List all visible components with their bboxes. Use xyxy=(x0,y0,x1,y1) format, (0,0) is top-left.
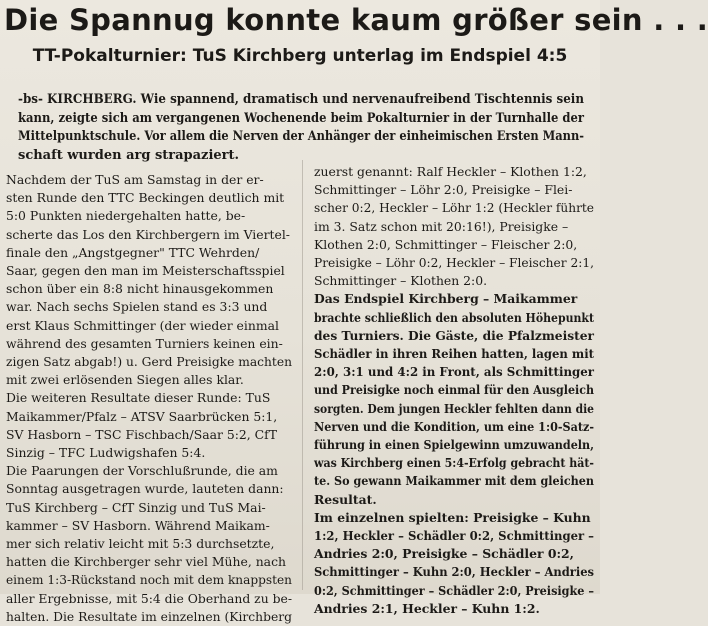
text-line: Schmittinger – Löhr 2:0, Preisigke – Flei- xyxy=(314,182,573,198)
text-line: führung in einen Spielgewinn umzuwandeln, xyxy=(314,437,594,453)
text-line: Maikammer/Pfalz – ATSV Saarbrücken 5:1, xyxy=(6,408,278,424)
text-line: und Preisigke noch einmal für den Ausgleich xyxy=(314,382,594,398)
text-line: war. Nach sechs Spielen stand es 3:3 und xyxy=(6,299,268,315)
text-line: finale den „Angstgegner" TTC Wehrden/ xyxy=(6,244,260,260)
text-line: Saar, gegen den man im Meisterschaftsspiel xyxy=(6,263,285,279)
subheadline: TT-Pokalturnier: TuS Kirchberg unterlag im Endspiel 4:5 xyxy=(32,46,568,66)
text-line: Andries 2:1, Heckler – Kuhn 1:2. xyxy=(314,600,540,616)
text-line: zigen Satz abgab!) u. Gerd Preisigke machten xyxy=(6,354,292,370)
text-line: SV Hasborn – TSC Fischbach/Saar 5:2, CfT xyxy=(6,426,277,442)
text-line: einem 1:3-Rückstand noch mit dem knappsten xyxy=(6,572,292,588)
text-line: scher 0:2, Heckler – Löhr 1:2 (Heckler führte xyxy=(314,200,594,216)
text-line: Schädler in ihren Reihen hatten, lagen mit xyxy=(314,346,594,362)
right-column xyxy=(314,163,594,618)
intro-line: schaft wurden arg strapaziert. xyxy=(18,147,240,163)
text-line: Schmittinger – Kuhn 2:0, Heckler – Andries xyxy=(314,564,594,580)
intro-line: kann, zeigte sich am vergangenen Wochenende beim Pokalturnier in der Turnhalle der xyxy=(18,110,584,126)
text-line: schon über ein 8:8 nicht hinausgekommen xyxy=(6,281,274,297)
text-line: des Turniers. Die Gäste, die Pfalzmeister xyxy=(314,327,594,343)
text-line: Im einzelnen spielten: Preisigke – Kuhn xyxy=(314,509,591,525)
text-line: Die Paarungen der Vorschlußrunde, die am xyxy=(6,463,278,479)
text-line: Sonntag ausgetragen wurde, lauteten dann: xyxy=(6,481,284,497)
intro-line: -bs- KIRCHBERG. Wie spannend, dramatisch und nervenaufreibend Tischtennis sein xyxy=(18,92,584,107)
text-line: hatten die Kirchberger sehr viel Mühe, nach xyxy=(6,554,286,570)
text-line: Sinzig – TFC Ludwigshafen 5:4. xyxy=(6,445,206,461)
text-line: was Kirchberg einen 5:4-Erfolg gebracht hät- xyxy=(314,455,594,471)
text-line: während des gesamten Turniers keinen ein- xyxy=(6,335,283,351)
text-line: zuerst genannt: Ralf Heckler – Klothen 1:2, xyxy=(314,164,587,179)
text-line: sorgten. Dem jungen Heckler fehlten dann die xyxy=(314,400,594,416)
text-line: 1:2, Heckler – Schädler 0:2, Schmittinger – xyxy=(314,528,594,544)
text-line: Resultat. xyxy=(314,491,377,507)
text-line: te. So gewann Maikammer mit dem gleichen xyxy=(314,473,594,489)
text-line: 5:0 Punkten niedergehalten hatte, be- xyxy=(6,208,246,224)
text-line: erst Klaus Schmittinger (der wieder einmal xyxy=(6,317,279,333)
text-line: im 3. Satz schon mit 20:16!), Preisigke – xyxy=(314,218,569,234)
text-line: Nachdem der TuS am Samstag in der er- xyxy=(6,172,264,187)
text-line: scherte das Los den Kirchbergern im Viertel- xyxy=(6,226,290,242)
text-line: Andries 2:0, Preisigke – Schädler 0:2, xyxy=(314,546,574,562)
text-line: TuS Kirchberg – CfT Sinzig und TuS Mai- xyxy=(6,499,266,515)
left-column xyxy=(6,171,292,626)
text-line: Die weiteren Resultate dieser Runde: TuS xyxy=(6,390,271,406)
text-line: halten. Die Resultate im einzelnen (Kirchberg xyxy=(6,608,292,624)
text-line: Nerven und die Kondition, um eine 1:0-Satz- xyxy=(314,418,594,434)
text-line: Das Endspiel Kirchberg – Maikammer xyxy=(314,291,578,307)
column-divider xyxy=(302,160,303,590)
text-line: Preisigke – Löhr 0:2, Heckler – Fleischer 2:1, xyxy=(314,255,594,271)
text-line: mit zwei erlösenden Siegen alles klar. xyxy=(6,372,244,388)
text-line: sten Runde den TTC Beckingen deutlich mit xyxy=(6,190,285,206)
text-line: 2:0, 3:1 und 4:2 in Front, als Schmittinger xyxy=(314,364,594,380)
text-line: brachte schließlich den absoluten Höhepunkt xyxy=(314,309,594,325)
text-line: 0:2, Schmittinger – Schädler 2:0, Preisigke – xyxy=(314,582,594,598)
intro-paragraph xyxy=(18,91,584,165)
headline: Die Spannug konnte kaum größer sein . . . xyxy=(4,3,708,37)
text-line: Schmittinger – Klothen 2:0. xyxy=(314,273,488,289)
text-line: kammer – SV Hasborn. Während Maikam- xyxy=(6,517,270,533)
intro-line: Mittelpunktschule. Vor allem die Nerven der Anhänger der einheimischen Ersten Mann- xyxy=(18,129,584,144)
text-line: aller Ergebnisse, mit 5:4 die Oberhand zu be- xyxy=(6,590,292,606)
text-line: Klothen 2:0, Schmittinger – Fleischer 2:0, xyxy=(314,236,578,252)
text-line: mer sich relativ leicht mit 5:3 durchsetzte, xyxy=(6,536,275,552)
